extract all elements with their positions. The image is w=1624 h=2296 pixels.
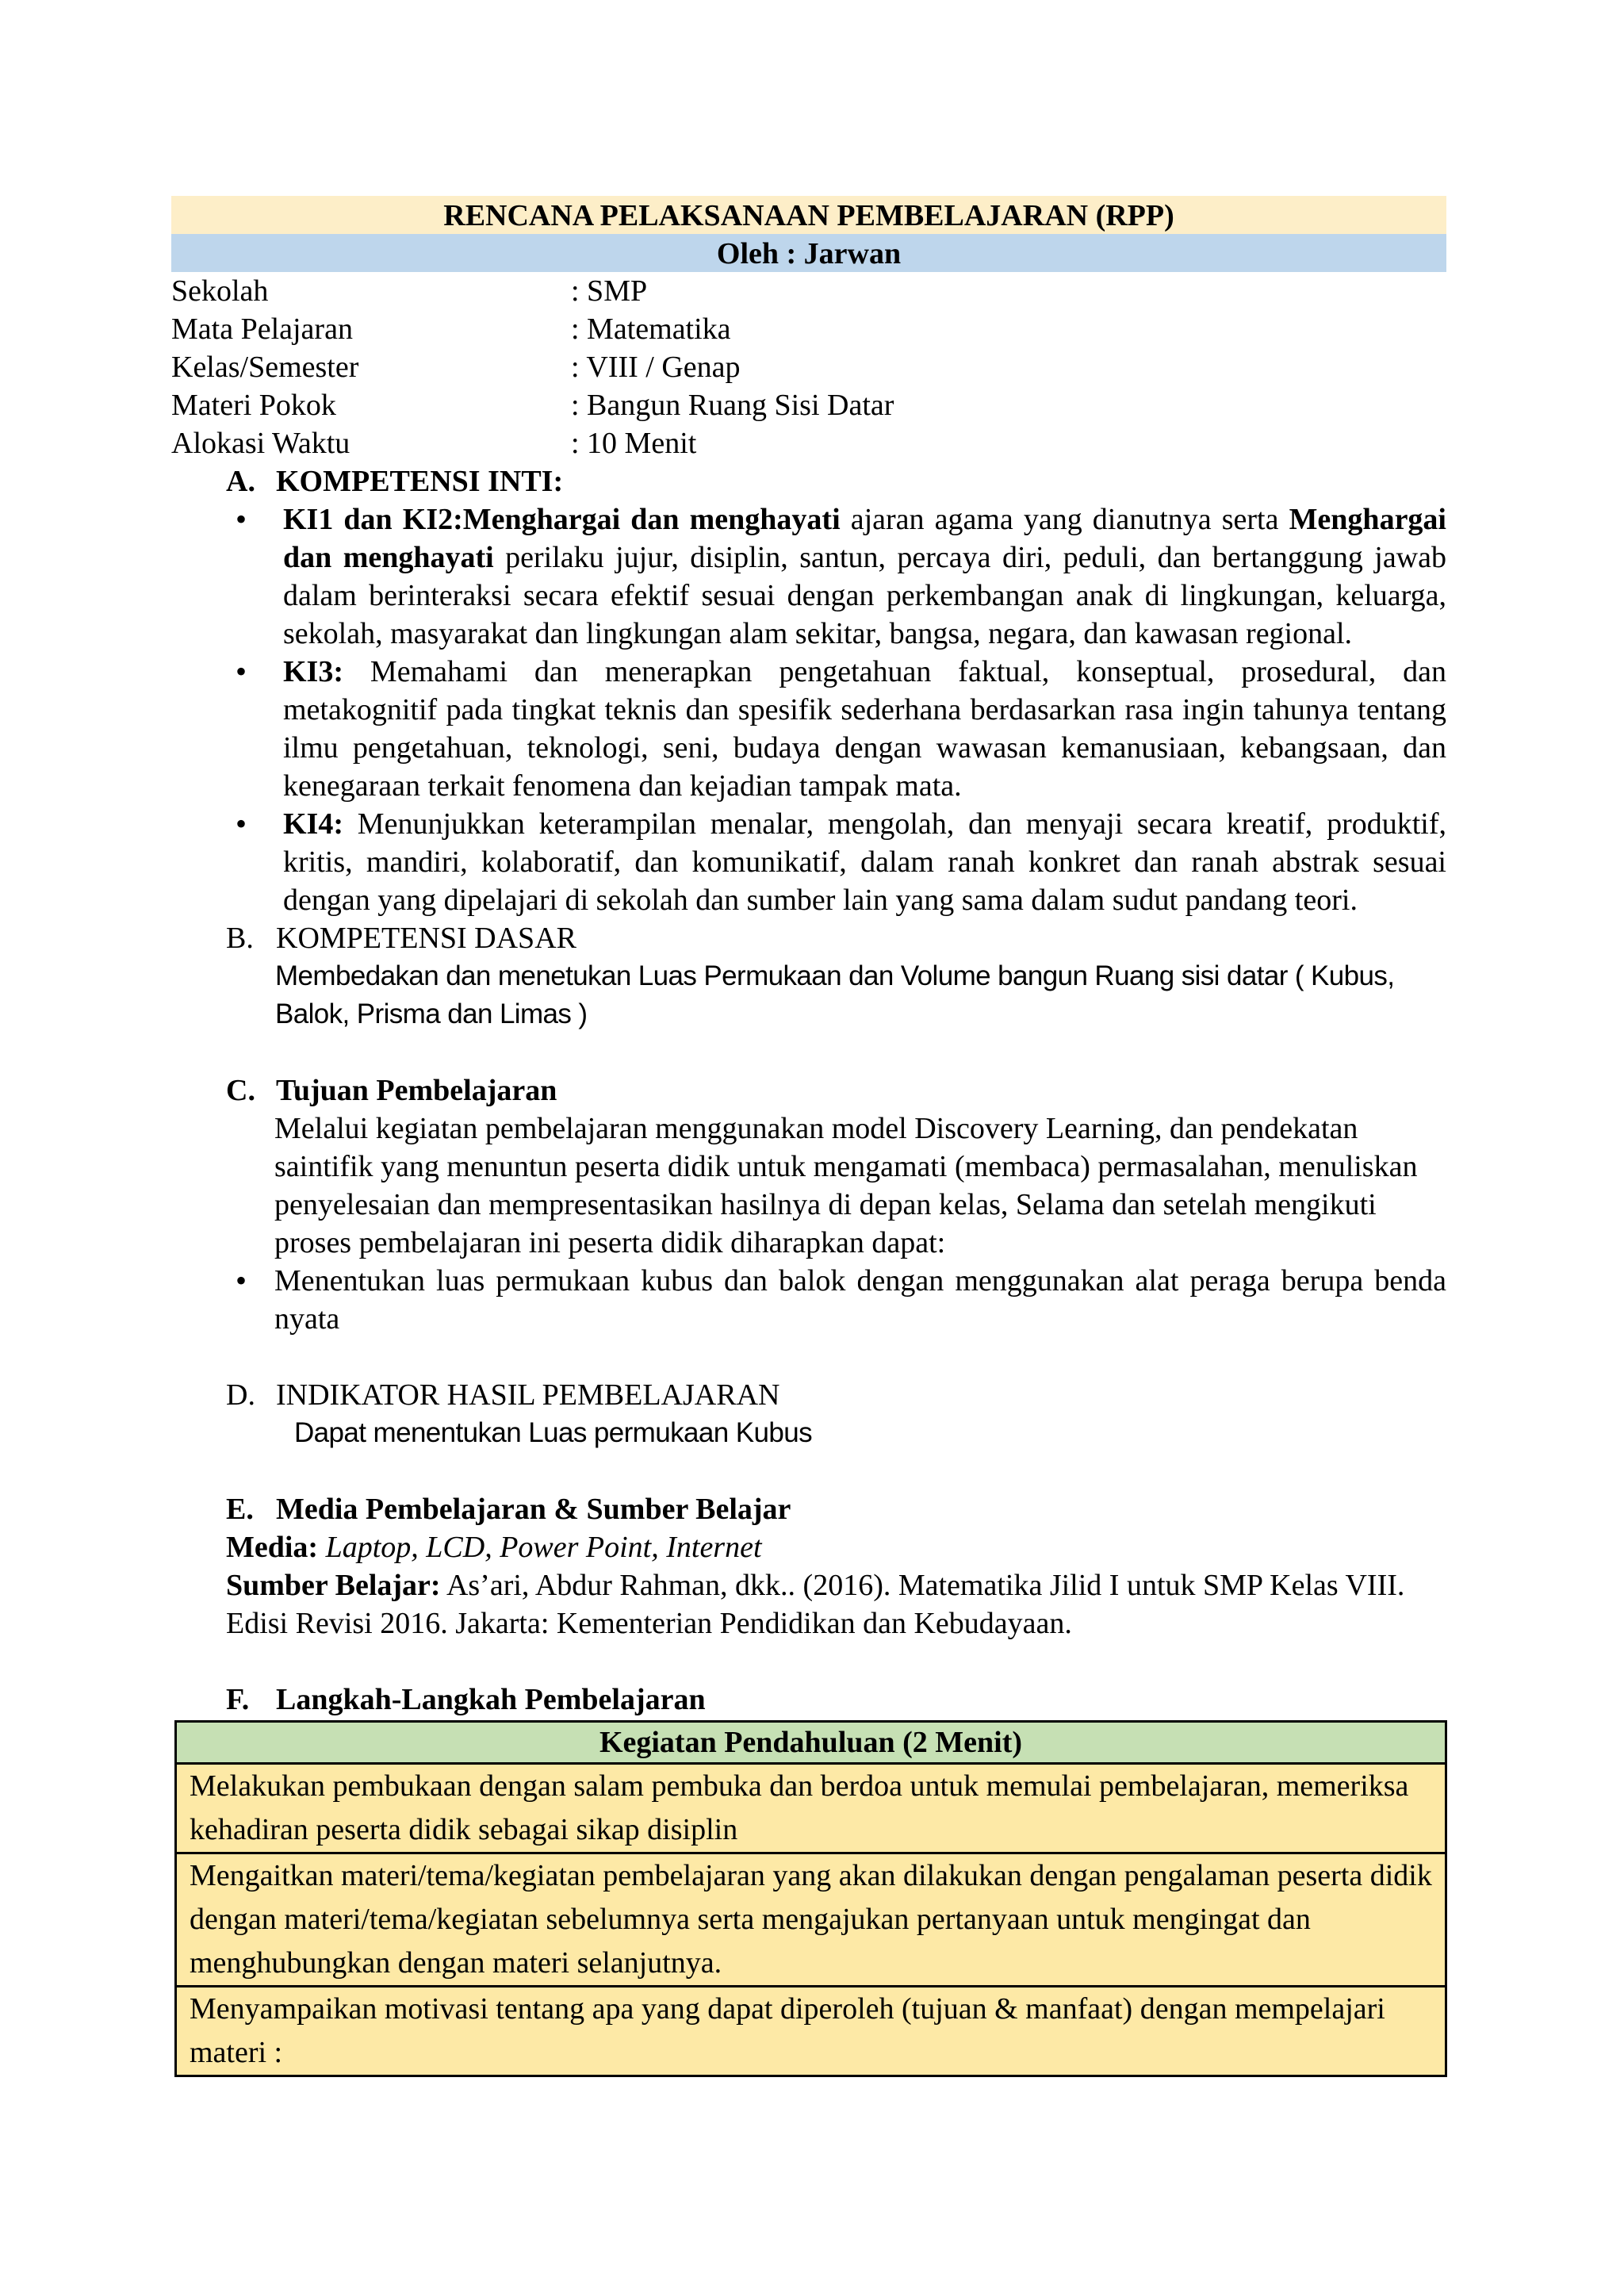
identity-label: Kelas/Semester (171, 351, 359, 384)
spacer (171, 1642, 1446, 1681)
section-title: KOMPETENSI DASAR (276, 922, 576, 955)
section-title: Tujuan Pembelajaran (276, 1074, 557, 1107)
section-d-heading (226, 1376, 1446, 1414)
media-line (226, 1528, 1446, 1566)
table-cell: Melakukan pembukaan dengan salam pembuka dan berdoa untuk memulai pembelajaran, memeriksa kehadiran peserta didik sebagai sikap disiplin (176, 1764, 1446, 1853)
table-cell: Mengaitkan materi/tema/kegiatan pembelajaran yang akan dilakukan dengan pengalaman peserta didik dengan materi/tema/kegiatan sebelumnya serta mengajukan pertanyaan untuk mengingat dan menghubungkan dengan materi selanjutnya. (176, 1853, 1446, 1987)
source-label: Sumber Belajar: (226, 1569, 441, 1602)
section-letter: F. (226, 1683, 250, 1716)
identity-row-subject (171, 310, 1446, 348)
table-row (176, 1764, 1446, 1853)
table-row (176, 1853, 1446, 1987)
identity-block (171, 272, 1446, 462)
section-title: Media Pembelajaran & Sumber Belajar (276, 1493, 791, 1526)
media-value: Laptop, LCD, Power Point, Internet (318, 1531, 762, 1564)
identity-row-time (171, 424, 1446, 462)
identity-value: : SMP (571, 274, 648, 308)
core-competence-list (171, 500, 1446, 919)
objective-text: Melalui kegiatan pembelajaran menggunakan model Discovery Learning, dan pendekatan saintifik yang menuntun peserta didik untuk mengamati (membaca) permasalahan, menuliskan penyelesaian dan mempresentasikan hasilnya di depan kelas, Selama dan setelah mengikuti proses pembelajaran ini peserta didik diharapkan dapat: (274, 1112, 1418, 1259)
identity-row-school (171, 272, 1446, 310)
ki-lead: KI1 dan KI2:Menghargai dan menghayati (283, 503, 841, 536)
spacer (171, 1452, 1446, 1490)
table-header-row (176, 1722, 1446, 1764)
identity-value: : Matematika (571, 312, 731, 346)
section-title: Langkah-Langkah Pembelajaran (276, 1683, 706, 1716)
section-letter: A. (226, 465, 255, 498)
section-a-heading (226, 462, 1446, 500)
identity-value: : Bangun Ruang Sisi Datar (571, 389, 894, 422)
table-header: Kegiatan Pendahuluan (2 Menit) (176, 1722, 1446, 1764)
identity-label: Materi Pokok (171, 389, 336, 422)
ki-text: perilaku jujur, disiplin, santun, percaya diri, peduli, dan bertanggung jawab dalam berinteraksi secara efektif sesuai dengan perkembangan anak di lingkungan, keluarga, sekolah, masyarakat dan lingkungan alam sekitar, bangsa, negara, dan kawasan regional. (283, 541, 1446, 650)
media-label: Media: (226, 1531, 319, 1564)
list-item (171, 653, 1446, 805)
source-value: As’ari, Abdur Rahman, dkk.. (2016). Matematika Jilid I untuk SMP Kelas VIII. Edisi Revisi 2016. Jakarta: Kementerian Pendidikan dan Kebudayaan. (226, 1569, 1405, 1640)
learning-steps-table (174, 1720, 1447, 2077)
source-line (226, 1566, 1446, 1642)
objective-list (171, 1262, 1446, 1338)
identity-label: Alokasi Waktu (171, 427, 350, 460)
section-letter: E. (226, 1493, 254, 1526)
indicator-text: Dapat menentukan Luas permukaan Kubus (294, 1417, 812, 1448)
section-letter: D. (226, 1378, 255, 1412)
list-item (171, 805, 1446, 919)
identity-value: : VIII / Genap (571, 351, 741, 384)
spacer (171, 1338, 1446, 1376)
document-author: Oleh : Jarwan (171, 234, 1446, 272)
section-e-heading (226, 1490, 1446, 1528)
identity-label: Sekolah (171, 274, 269, 308)
document-title: RENCANA PELAKSANAAN PEMBELAJARAN (RPP) (171, 196, 1446, 234)
ki-text: Memahami dan menerapkan pengetahuan faktual, konseptual, prosedural, dan metakognitif pada tingkat teknis dan spesifik sederhana berdasarkan rasa ingin tahunya tentang ilmu pengetahuan, teknologi, seni, budaya dengan wawasan kemanusiaan, kebangsaan, dan kenegaraan terkait fenomena dan kejadian tampak mata. (283, 655, 1446, 803)
ki-text: ajaran agama yang dianutnya serta (840, 503, 1289, 536)
section-c-heading (226, 1071, 1446, 1110)
section-letter: B. (226, 922, 254, 955)
section-title: INDIKATOR HASIL PEMBELAJARAN (276, 1378, 780, 1412)
ki-lead: KI3: (283, 655, 343, 688)
ki-text: Menunjukkan keterampilan menalar, mengolah, dan menyaji secara kreatif, produktif, kritis, mandiri, kolaboratif, dan komunikatif, dalam ranah konkret dan ranah abstrak sesuai dengan yang dipelajari di sekolah dan sumber lain yang sama dalam sudut pandang teori. (283, 807, 1446, 917)
spacer (171, 1033, 1446, 1071)
section-f-heading (226, 1681, 1446, 1719)
identity-label: Mata Pelajaran (171, 312, 353, 346)
table-cell: Menyampaikan motivasi tentang apa yang dapat diperoleh (tujuan & manfaat) dengan mempelajari materi : (176, 1987, 1446, 2076)
identity-row-class (171, 348, 1446, 386)
table-row (176, 1987, 1446, 2076)
rpp-content (171, 196, 1446, 2077)
list-item: • Menentukan luas permukaan kubus dan balok dengan menggunakan alat peraga berupa benda nyata (171, 1262, 1446, 1338)
list-item (171, 500, 1446, 653)
basic-competence-text: Membedakan dan menetukan Luas Permukaan dan Volume bangun Ruang sisi datar ( Kubus, Balok, Prisma dan Limas ) (275, 960, 1395, 1029)
ki-lead: KI4: (283, 807, 343, 841)
identity-row-topic (171, 386, 1446, 424)
ki-bold: Menghargai dan menghayati (283, 503, 1446, 574)
identity-value: : 10 Menit (571, 427, 697, 460)
section-letter: C. (226, 1074, 255, 1107)
section-title: KOMPETENSI INTI: (276, 465, 564, 498)
section-b-heading (226, 919, 1446, 957)
